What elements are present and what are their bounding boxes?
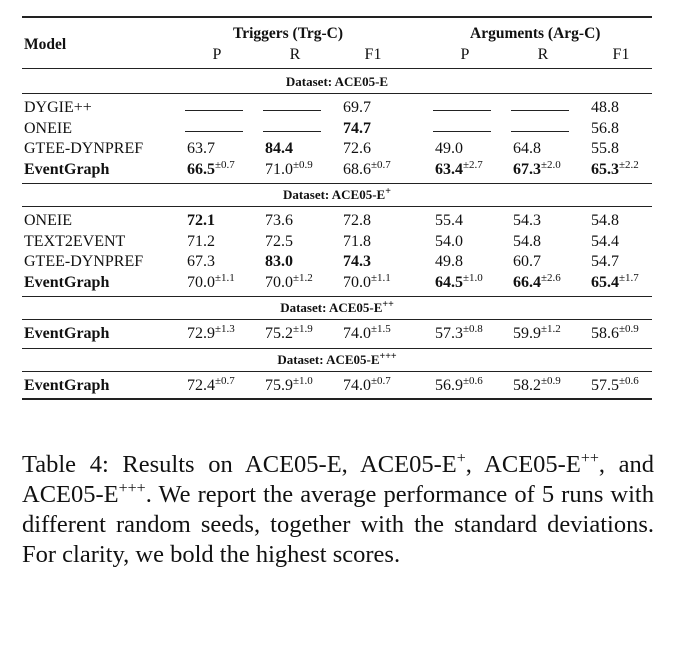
table-cell (343, 158, 391, 179)
model-name: GTEE-DYNPREF (24, 140, 144, 157)
table-cell (435, 233, 463, 251)
col-header-trg-f1: F1 (364, 46, 382, 63)
cell-value: 64.5 (435, 273, 463, 291)
cell-value: 60.7 (513, 253, 541, 270)
table-cell (265, 374, 313, 395)
section-rule (22, 183, 652, 184)
cell-value: 67.3 (513, 160, 541, 178)
cell-value: 74.7 (343, 119, 371, 137)
table-cell (591, 120, 619, 138)
cell-std-dev: ±0.9 (619, 323, 639, 335)
empty-cell-dash (433, 110, 491, 111)
cell-value: 54.0 (435, 232, 463, 250)
header-rule (22, 68, 652, 69)
cell-value: 63.7 (187, 140, 215, 157)
cell-value: 59.9 (513, 325, 541, 342)
cell-value: 70.0 (265, 273, 293, 291)
table-cell (265, 212, 293, 230)
table-caption (22, 450, 654, 570)
caption-part-4: . We report the average performance of 5 runs with different random seeds, together with the standard deviations. For clarity, we bold the highest scores. (22, 481, 654, 568)
model-name: EventGraph (24, 376, 110, 394)
cell-std-dev: ±1.3 (215, 323, 235, 335)
empty-cell-dash (511, 110, 569, 111)
cell-value: 71.8 (343, 232, 371, 250)
dataset-label (22, 187, 652, 203)
table-cell (343, 212, 371, 230)
table-cell (513, 374, 561, 395)
cell-value: 70.0 (343, 273, 371, 291)
table-cell (591, 271, 639, 292)
table-cell (343, 233, 371, 251)
cell-value: 71.2 (187, 232, 215, 250)
table-cell (435, 271, 483, 292)
model-header: Model (24, 36, 67, 53)
table-cell (187, 325, 235, 343)
table-cell (187, 158, 235, 179)
cell-value: 48.8 (591, 99, 619, 116)
caption-sup-3: +++ (118, 480, 146, 497)
cell-value: 57.3 (435, 325, 463, 342)
cell-value: 75.2 (265, 325, 293, 342)
model-name: EventGraph (24, 160, 110, 178)
empty-cell-dash (263, 131, 321, 132)
cell-std-dev: ±1.2 (541, 323, 561, 335)
dataset-rule (22, 93, 652, 94)
dataset-rule (22, 206, 652, 207)
table-cell (513, 158, 561, 179)
cell-std-dev: ±0.6 (463, 374, 483, 387)
dataset-label-text: Dataset: ACE05-E (277, 351, 380, 367)
cell-value: 72.1 (187, 212, 215, 229)
cell-value: 66.4 (513, 273, 541, 291)
table-cell (513, 325, 561, 343)
cell-value: 71.0 (265, 160, 293, 178)
cell-std-dev: ±0.9 (541, 374, 561, 387)
table-cell (591, 374, 639, 395)
cell-value: 55.4 (435, 212, 463, 229)
dataset-label (22, 74, 652, 90)
cell-value: 55.8 (591, 140, 619, 157)
cell-value: 54.8 (513, 232, 541, 250)
cell-std-dev: ±1.2 (293, 271, 313, 284)
arguments-header: Arguments (Arg-C) (470, 25, 601, 42)
dataset-label-text: Dataset: ACE05-E (285, 74, 389, 89)
caption-sup-1: + (456, 450, 466, 467)
cell-std-dev: ±0.7 (215, 158, 235, 171)
table-cell (343, 140, 371, 158)
cell-value: 72.8 (343, 212, 371, 229)
cell-std-dev: ±1.5 (371, 323, 391, 335)
table-cell (435, 158, 483, 179)
cell-value: 72.4 (187, 376, 215, 394)
table-cell (513, 212, 541, 230)
empty-cell-dash (185, 110, 243, 111)
table-cell (435, 374, 483, 395)
col-header-arg-p: P (460, 46, 470, 63)
cell-value: 69.7 (343, 99, 371, 116)
cell-std-dev: ±0.7 (371, 374, 391, 387)
cell-std-dev: ±1.7 (619, 271, 639, 284)
table-cell (187, 253, 215, 271)
table-cell (343, 120, 371, 138)
caption-part-2: , ACE05-E (465, 451, 581, 478)
table-cell (343, 325, 391, 343)
table-cell (343, 271, 391, 292)
cell-value: 49.8 (435, 253, 463, 270)
section-rule (22, 296, 652, 297)
table-cell (187, 212, 215, 230)
table-cell (265, 271, 313, 292)
cell-std-dev: ±2.2 (619, 158, 639, 171)
dataset-rule (22, 319, 652, 320)
model-name: DYGIE++ (24, 99, 92, 116)
table-cell (591, 140, 619, 158)
cell-value: 83.0 (265, 253, 293, 270)
model-name: TEXT2EVENT (24, 232, 126, 250)
dataset-label-sup: + (385, 186, 391, 197)
table-cell (343, 253, 371, 271)
cell-std-dev: ±0.9 (293, 158, 313, 171)
table-cell (591, 233, 619, 251)
cell-value: 74.3 (343, 253, 371, 270)
table-cell (591, 212, 619, 230)
bottom-rule (22, 398, 652, 400)
cell-value: 74.0 (343, 325, 371, 342)
cell-value: 63.4 (435, 160, 463, 178)
table-cell (187, 233, 215, 251)
col-header-trg-r: R (289, 46, 301, 63)
table-cell (435, 325, 483, 343)
cell-std-dev: ±0.7 (371, 158, 391, 171)
cell-value: 49.0 (435, 140, 463, 157)
cell-std-dev: ±1.0 (463, 271, 483, 284)
table-cell (435, 253, 463, 271)
table-cell (343, 374, 391, 395)
top-rule (22, 16, 652, 18)
cell-std-dev: ±0.7 (215, 374, 235, 387)
cell-value: 75.9 (265, 376, 293, 394)
caption-sup-2: ++ (580, 450, 599, 467)
cell-std-dev: ±0.6 (619, 374, 639, 387)
table-cell (591, 99, 619, 117)
col-header-arg-r: R (537, 46, 549, 63)
table-cell (513, 140, 541, 158)
table-cell (187, 140, 215, 158)
table-cell (513, 253, 541, 271)
dataset-rule (22, 371, 652, 372)
empty-cell-dash (433, 131, 491, 132)
cell-std-dev: ±1.9 (293, 323, 313, 335)
dataset-label-sup: ++ (382, 299, 394, 310)
cell-value: 68.6 (343, 160, 371, 178)
table-cell (265, 253, 293, 271)
cell-std-dev: ±1.0 (293, 374, 313, 387)
col-header-trg-p: P (212, 46, 222, 63)
caption-part-1: Table 4: Results on ACE05-E, ACE05-E (22, 451, 457, 478)
dataset-label-text: Dataset: ACE05-E (283, 187, 386, 202)
table-cell (591, 158, 639, 179)
table-cell (265, 233, 293, 251)
table-cell (435, 212, 463, 230)
table-cell (343, 99, 371, 117)
cell-value: 72.5 (265, 232, 293, 250)
table-cell (591, 325, 639, 343)
cell-value: 72.9 (187, 325, 215, 342)
table-cell (513, 271, 561, 292)
table-cell (265, 325, 313, 343)
model-name: ONEIE (24, 119, 72, 137)
empty-cell-dash (511, 131, 569, 132)
table-cell (591, 253, 619, 271)
cell-std-dev: ±2.6 (541, 271, 561, 284)
cell-value: 72.6 (343, 140, 371, 157)
cell-value: 54.7 (591, 253, 619, 270)
cell-value: 74.0 (343, 376, 371, 394)
table-cell (435, 140, 463, 158)
cell-value: 58.2 (513, 376, 541, 394)
cell-value: 84.4 (265, 140, 293, 157)
cell-value: 56.8 (591, 119, 619, 137)
cell-value: 64.8 (513, 140, 541, 157)
cell-std-dev: ±1.1 (215, 271, 235, 284)
cell-std-dev: ±1.1 (371, 271, 391, 284)
cell-value: 73.6 (265, 212, 293, 229)
model-name: EventGraph (24, 325, 110, 342)
dataset-label (22, 352, 652, 368)
cell-value: 67.3 (187, 253, 215, 270)
table-cell (187, 271, 235, 292)
section-rule (22, 348, 652, 349)
cell-value: 57.5 (591, 376, 619, 394)
dataset-label-text: Dataset: ACE05-E (280, 300, 383, 315)
cell-value: 65.4 (591, 273, 619, 291)
cell-std-dev: ±2.0 (541, 158, 561, 171)
cell-std-dev: ±2.7 (463, 158, 483, 171)
model-name: ONEIE (24, 212, 72, 229)
triggers-header: Triggers (Trg-C) (233, 25, 344, 42)
model-name: GTEE-DYNPREF (24, 253, 144, 270)
empty-cell-dash (185, 131, 243, 132)
table-cell (513, 233, 541, 251)
cell-value: 65.3 (591, 160, 619, 178)
cell-value: 58.6 (591, 325, 619, 342)
model-name: EventGraph (24, 273, 110, 291)
dataset-label-sup: +++ (379, 350, 397, 362)
cell-value: 70.0 (187, 273, 215, 291)
cell-std-dev: ±0.8 (463, 323, 483, 335)
cell-value: 66.5 (187, 160, 215, 178)
cell-value: 54.4 (591, 232, 619, 250)
col-header-arg-f1: F1 (612, 46, 630, 63)
cell-value: 56.9 (435, 376, 463, 394)
cell-value: 54.3 (513, 212, 541, 229)
table-cell (187, 374, 235, 395)
empty-cell-dash (263, 110, 321, 111)
table-cell (265, 140, 293, 158)
table-cell (265, 158, 313, 179)
cell-value: 54.8 (591, 212, 619, 229)
caption-part-3: , and ACE05-E (22, 451, 655, 508)
dataset-label (22, 300, 652, 316)
